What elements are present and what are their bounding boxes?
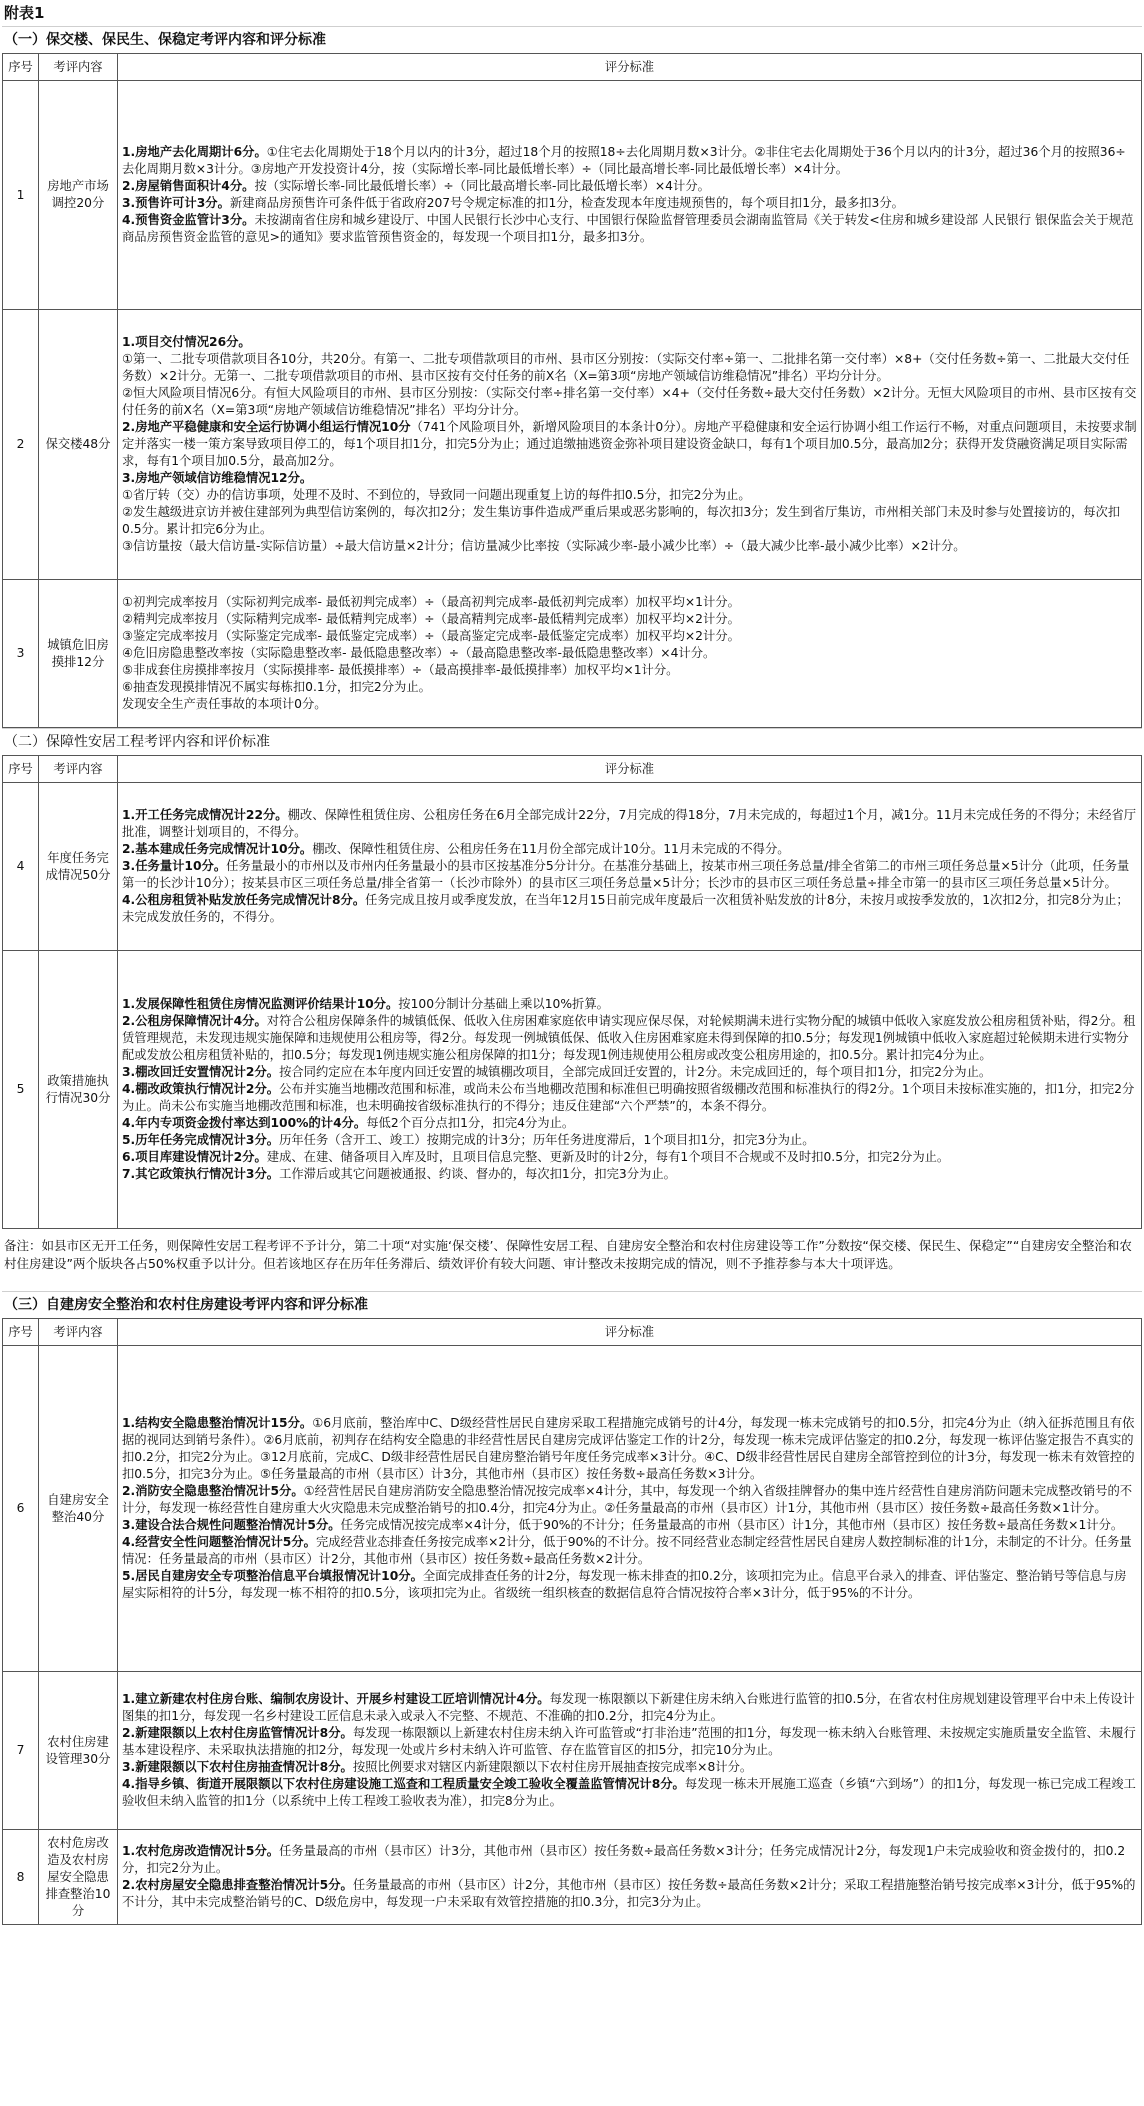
criteria-heading: 4.指导乡镇、街道开展限额以下农村住房建设施工巡查和工程质量安全竣工验收全覆盖监管情况计8分。 <box>122 1777 685 1791</box>
criteria-paragraph <box>122 1725 1137 1759</box>
table-row <box>3 81 1142 310</box>
row-no: 5 <box>3 951 39 1229</box>
criteria-text: 任务完成情况按完成率×4计分，低于90%的不计分；任务量最高的市州（县市区）计1分，其他市州（县市区）按任务数÷最高任务数×1计分。 <box>340 1518 1124 1532</box>
criteria-text: ③鉴定完成率按月（实际鉴定完成率- 最低鉴定完成率）÷（最高鉴定完成率-最低鉴定完成率）加权平均×2计分。 <box>122 629 740 643</box>
criteria-heading: 2.房地产平稳健康和安全运行协调小组运行情况10分 <box>122 420 411 434</box>
criteria-text: 未按湖南省住房和城乡建设厅、中国人民银行长沙中心支行、中国银行保险监督管理委员会湖南监管局《关于转发<住房和城乡建设部 人民银行 银保监会关于规范商品房预售资金监管的意见>的通知》要求监管预售资金的，每发现一个项目扣1分，最多扣3分。 <box>122 213 1134 244</box>
criteria-text: 每发现一栋未开展施工巡查（乡镇“六到场”）的扣1分，每发现一栋已完成工程竣工验收但未纳入监管的扣1分（以系统中上传工程竣工验收表为准），扣完8分为止。 <box>122 1777 1136 1808</box>
attachment-title: 附表1 <box>4 4 45 22</box>
criteria-heading: 1.发展保障性租赁住房情况监测评价结果计10分。 <box>122 997 399 1011</box>
row-criteria <box>118 310 1142 580</box>
header-item: 考评内容 <box>39 756 118 783</box>
table-row <box>3 310 1142 580</box>
criteria-paragraph <box>122 645 1137 662</box>
criteria-heading: 6.项目库建设情况计2分。 <box>122 1150 267 1164</box>
criteria-paragraph <box>122 212 1137 246</box>
criteria-text: 历年任务（含开工、竣工）按期完成的计3分；历年任务进度滞后，1个项目扣1分，扣完3分为止。 <box>279 1133 815 1147</box>
criteria-paragraph <box>122 1759 1137 1776</box>
criteria-text: ⑥抽查发现摸排情况不属实每栋扣0.1分，扣完2分为止。 <box>122 680 431 694</box>
criteria-heading: 2.新建限额以上农村住房监管情况计8分。 <box>122 1726 353 1740</box>
criteria-heading: 3.房地产领域信访维稳情况12分。 <box>122 471 313 485</box>
criteria-text: 每发现一栋限额以下新建住房未纳入台账进行监管的扣0.5分，在省农村住房规划建设管理平台中未上传设计图集的扣1分，每发现一名乡村建设工匠信息未录入或录入不完整、不规范、不准确的扣0.2分，扣完4分为止。 <box>122 1692 1135 1723</box>
criteria-paragraph <box>122 807 1137 841</box>
criteria-paragraph <box>122 594 1137 611</box>
criteria-text: 棚改、保障性租赁住房、公租房任务在6月全部完成计22分，7月完成的得18分，7月未完成的，每超过1个月，减1分。11月未完成任务的不得分；未经省厅批准，调整计划项目的，不得分。 <box>122 808 1137 839</box>
header-no: 序号 <box>3 1319 39 1346</box>
criteria-text: 任务量最高的市州（县市区）计3分，其他市州（县市区）按任务数÷最高任务数×3计分；任务完成情况计2分，每发现1户未完成验收和资金拨付的，扣0.2分，扣完2分为止。 <box>122 1844 1126 1875</box>
row-criteria <box>118 1672 1142 1830</box>
row-no: 3 <box>3 580 39 728</box>
criteria-paragraph <box>122 419 1137 470</box>
criteria-heading: 1.项目交付情况26分。 <box>122 335 251 349</box>
criteria-text: 完成经营业态排查任务按完成率×2计分，低于90%的不计分。按不同经营业态制定经营性居民自建房人数控制标准的计1分，未制定的不计分。任务量情况：任务量最高的市州（县市区）计2分，其他市州（县市区）按任务数÷最高任务数×2计分。 <box>122 1535 1132 1566</box>
header-criteria: 评分标准 <box>118 756 1142 783</box>
criteria-heading: 3.新建限额以下农村住房抽查情况计8分。 <box>122 1760 353 1774</box>
section-table-3 <box>2 1318 1142 1925</box>
criteria-text: 全面完成排查任务的计2分，每发现一栋未排查的扣0.2分，该项扣完为止。信息平台录入的排查、评估鉴定、整治销号等信息与房屋实际相符的计5分，每发现一栋不相符的扣0.5分，该项扣完为止。省级统一组织核查的数据信息符合情况按符合率×3计分，低于95%的不计分。 <box>122 1569 1127 1600</box>
criteria-heading: 5.历年任务完成情况计3分。 <box>122 1133 280 1147</box>
criteria-paragraph <box>122 1081 1137 1115</box>
criteria-text: ③信访量按（最大信访量-实际信访量）÷最大信访量×2计分；信访量减少比率按（实际减少率-最小减少比率）÷（最大减少比率-最小减少比率）×2计分。 <box>122 539 966 553</box>
criteria-paragraph <box>122 996 1137 1013</box>
criteria-paragraph <box>122 662 1137 679</box>
criteria-paragraph <box>122 1568 1137 1602</box>
criteria-heading: 3.任务量计10分。 <box>122 859 227 873</box>
table-row <box>3 1672 1142 1830</box>
criteria-text: 按照比例要求对辖区内新建限额以下农村住房开展抽查按完成率×8计分。 <box>352 1760 753 1774</box>
row-item: 城镇危旧房摸排12分 <box>39 580 118 728</box>
row-item: 农村住房建设管理30分 <box>39 1672 118 1830</box>
criteria-paragraph <box>122 1517 1137 1534</box>
criteria-paragraph <box>122 1132 1137 1149</box>
criteria-paragraph <box>122 696 1137 713</box>
criteria-text: ①6月底前，整治库中C、D级经营性居民自建房采取工程措施完成销号的计4分，每发现一栋未完成销号的扣0.5分，扣完4分为止（纳入征拆范围且有依据的视同达到销号条件）。②6月底前，初判存在结构安全隐患的非经营性居民自建房完成评估鉴定工作的计2分，每发现一栋未完成评估鉴定的扣0.2分，每发现一栋评估鉴定报告不真实的扣0.2分，扣完2分为止。③12月底前，完成C、D级非经营性居民自建房整治销号年度任务完成率×3计分。④C、D级非经营性居民自建房全部管控到位的计3分，每发现一栋未有效管控的扣0.5分，扣完3分为止。⑤任务量最高的市州（县市区）计3分，其他市州（县市区）按任务数÷最高任务数×3计分。 <box>122 1416 1135 1481</box>
criteria-heading: 1.建立新建农村住房台账、编制农房设计、开展乡村建设工匠培训情况计4分。 <box>122 1692 550 1706</box>
section-table-2 <box>2 755 1142 1229</box>
criteria-paragraph <box>122 504 1137 538</box>
criteria-text: 按100分制计分基础上乘以10%折算。 <box>398 997 609 1011</box>
criteria-paragraph <box>122 1843 1137 1877</box>
header-criteria: 评分标准 <box>118 54 1142 81</box>
header-no: 序号 <box>3 54 39 81</box>
table-row <box>3 1346 1142 1672</box>
row-criteria <box>118 580 1142 728</box>
criteria-paragraph <box>122 892 1137 926</box>
criteria-heading: 2.房屋销售面积计4分。 <box>122 179 255 193</box>
criteria-heading: 3.棚改回迁安置情况计2分。 <box>122 1065 280 1079</box>
row-criteria <box>118 81 1142 310</box>
criteria-paragraph <box>122 1483 1137 1517</box>
criteria-heading: 3.预售许可计3分。 <box>122 196 230 210</box>
criteria-text: 任务量最高的市州（县市区）计2分，其他市州（县市区）按任务数÷最高任务数×2计分；采取工程措施整治销号按完成率×3计分，低于95%的不计分，其中未完成整治销号的C、D级危房中，每发现一户未采取有效管控措施的扣0.3分，扣完3分为止。 <box>122 1878 1136 1909</box>
row-no: 2 <box>3 310 39 580</box>
criteria-text: 按合同约定应在本年度内回迁安置的城镇棚改项目，全部完成回迁安置的，计2分。未完成回迁的，每个项目扣1分，扣完2分为止。 <box>279 1065 992 1079</box>
criteria-paragraph <box>122 858 1137 892</box>
criteria-heading: 4.棚改政策执行情况计2分。 <box>122 1082 280 1096</box>
section-table-1 <box>2 53 1142 728</box>
table-row <box>3 783 1142 951</box>
criteria-paragraph <box>122 1415 1137 1483</box>
row-criteria <box>118 1830 1142 1925</box>
table-header-row <box>3 54 1142 81</box>
criteria-paragraph <box>122 385 1137 419</box>
criteria-heading: 3.建设合法合规性问题整治情况计5分。 <box>122 1518 341 1532</box>
section-title-1: （一）保交楼、保民生、保稳定考评内容和评分标准 <box>2 26 1142 53</box>
criteria-heading: 4.年内专项资金拨付率达到100%的计4分。 <box>122 1116 367 1130</box>
row-item: 政策措施执行情况30分 <box>39 951 118 1229</box>
header-item: 考评内容 <box>39 54 118 81</box>
row-criteria <box>118 783 1142 951</box>
row-item: 保交楼48分 <box>39 310 118 580</box>
table-row <box>3 951 1142 1229</box>
row-criteria <box>118 1346 1142 1672</box>
criteria-heading: 7.其它政策执行情况计3分。 <box>122 1167 280 1181</box>
criteria-text: ①经营性居民自建房消防安全隐患整治情况按完成率×4计分，其中，每发现一个纳入省级挂牌督办的集中连片经营性自建房消防问题未完成整改销号的不计分，每发现一栋经营性自建房重大火灾隐患未完成整治销号的扣0.4分，扣完4分为止。②任务量最高的市州（县市区）计1分，其他市州（县市区）按任务数÷最高任务数×1计分。 <box>122 1484 1133 1515</box>
criteria-text: 公布并实施当地棚改范围和标准，或尚未公布当地棚改范围和标准但已明确按照省级棚改范围和标准执行的得2分。1个项目未按标准实施的，扣1分，扣完2分为止。尚未公布实施当地棚改范围和标准，也未明确按省级标准执行的不得分；违反住建部“六个严禁”的，本条不得分。 <box>122 1082 1135 1113</box>
criteria-paragraph <box>122 1776 1137 1810</box>
header-criteria: 评分标准 <box>118 1319 1142 1346</box>
row-no: 1 <box>3 81 39 310</box>
criteria-paragraph <box>122 1013 1137 1064</box>
criteria-paragraph <box>122 841 1137 858</box>
criteria-heading: 2.农村房屋安全隐患排查整治情况计5分。 <box>122 1878 353 1892</box>
criteria-text: 按（实际增长率-同比最低增长率）÷（同比最高增长率-同比最低增长率）×4计分。 <box>254 179 710 193</box>
section-title-3: （三）自建房安全整治和农村住房建设考评内容和评分标准 <box>2 1291 1142 1318</box>
criteria-heading: 2.公租房保障情况计4分。 <box>122 1014 267 1028</box>
criteria-heading: 4.预售资金监管计3分。 <box>122 213 255 227</box>
row-item: 房地产市场调控20分 <box>39 81 118 310</box>
row-criteria <box>118 951 1142 1229</box>
criteria-text: 发现安全生产责任事故的本项计0分。 <box>122 697 327 711</box>
criteria-heading: 4.公租房租赁补贴发放任务完成情况计8分。 <box>122 893 366 907</box>
criteria-paragraph <box>122 1115 1137 1132</box>
row-no: 7 <box>3 1672 39 1830</box>
criteria-heading: 5.居民自建房安全专项整治信息平台填报情况计10分。 <box>122 1569 423 1583</box>
criteria-heading: 2.基本建成任务完成情况计10分。 <box>122 842 313 856</box>
criteria-text: 建成、在建、储备项目入库及时，且项目信息完整、更新及时的计2分，每有1个项目不合规或不及时扣0.5分，扣完2分为止。 <box>266 1150 950 1164</box>
header-no: 序号 <box>3 756 39 783</box>
criteria-paragraph <box>122 195 1137 212</box>
criteria-paragraph <box>122 1534 1137 1568</box>
criteria-text: 工作滞后或其它问题被通报、约谈、督办的，每次扣1分，扣完3分为止。 <box>279 1167 676 1181</box>
criteria-paragraph <box>122 538 1137 555</box>
criteria-paragraph <box>122 679 1137 696</box>
criteria-text: 对符合公租房保障条件的城镇低保、低收入住房困难家庭依申请实现应保尽保，对轮候期满未进行实物分配的城镇中低收入家庭发放公租房租赁补贴，得2分。租赁管理规范，未发现违规实施保障和违规使用公租房等，得2分。每发现一例城镇低保、低收入住房困难家庭未得到保障的扣0.5分；每发现1例城镇中低收入家庭超过轮候期未进行实物分配或发放公租房租赁补贴的，扣0.5分；每发现1例违规实施公租房保障的扣1分；每发现1例违规使用公租房或改变公租房用途的，扣0.5分。累计扣完4分为止。 <box>122 1014 1136 1062</box>
criteria-paragraph <box>122 351 1137 385</box>
header-item: 考评内容 <box>39 1319 118 1346</box>
criteria-text: （741个风险项目外，新增风险项目的本条计0分）。房地产平稳健康和安全运行协调小组工作运行不畅，对重点问题项目，未按要求制定并落实一楼一策方案导致项目停工的，每1个项目扣1分，扣完5分为止；通过追缴抽逃资金弥补项目建设资金缺口，每有1个项目加0.5分，最高加2分；获得开发贷融资满足项目实际需求，每有1个项目加0.5分，最高加2分。 <box>122 420 1137 468</box>
criteria-paragraph <box>122 334 1137 351</box>
criteria-paragraph <box>122 470 1137 487</box>
note-text: 备注：如县市区无开工任务，则保障性安居工程考评不予计分，第二十项“对实施‘保交楼’、保障性安居工程、自建房安全整治和农村住房建设等工作”分数按“保交楼、保民生、保稳定”“自建房安全整治和农村住房建设”两个版块各占50%权重予以计分。但若该地区存在历年任务滞后、绩效评价有较大问题、审计整改未按期完成的情况，则不予推荐参与本大十项评选。 <box>4 1238 1132 1271</box>
criteria-text: 任务完成且按月或季度发放，在当年12月15日前完成年度最后一次租赁补贴发放的计8分，未按月或按季发放的，1次扣2分，扣完8分为止；未完成发放任务的，不得分。 <box>122 893 1129 924</box>
criteria-text: 每发现一栋限额以上新建农村住房未纳入许可监管或“打非治违”范围的扣1分，每发现一栋未纳入台账管理、未按规定实施质量安全监管、未履行基本建设程序、未采取执法措施的扣2分，每发现一处或片乡村未纳入许可监管、存在监管盲区的扣5分，扣完10分为止。 <box>122 1726 1136 1757</box>
criteria-paragraph <box>122 1149 1137 1166</box>
row-no: 8 <box>3 1830 39 1925</box>
criteria-paragraph <box>122 1691 1137 1725</box>
criteria-paragraph <box>122 1064 1137 1081</box>
row-no: 6 <box>3 1346 39 1672</box>
row-item: 农村危房改造及农村房屋安全隐患排查整治10分 <box>39 1830 118 1925</box>
criteria-paragraph <box>122 1877 1137 1911</box>
table-row <box>3 1830 1142 1925</box>
criteria-text: ①住宅去化周期处于18个月以内的计3分，超过18个月的按照18÷去化周期月数×3计分。②非住宅去化周期处于36个月以内的计3分，超过36个月的按照36÷去化周期月数×3计分。③房地产开发投资计4分，按（实际增长率-同比最低增长率）÷（同比最高增长率-同比最低增长率）×4计分。 <box>122 145 1126 176</box>
row-item: 年度任务完成情况50分 <box>39 783 118 951</box>
criteria-paragraph <box>122 144 1137 178</box>
table-header-row <box>3 756 1142 783</box>
criteria-paragraph <box>122 628 1137 645</box>
table-row <box>3 580 1142 728</box>
criteria-paragraph <box>122 1166 1137 1183</box>
criteria-heading: 1.结构安全隐患整治情况计15分。 <box>122 1416 313 1430</box>
criteria-text: 新建商品房预售许可条件低于省政府207号令规定标准的扣1分，检查发现本年度违规预售的，每个项目扣1分，最多扣3分。 <box>229 196 904 210</box>
table-header-row <box>3 1319 1142 1346</box>
criteria-text: ①第一、二批专项借款项目各10分，共20分。有第一、二批专项借款项目的市州、县市区分别按：（实际交付率÷第一、二批排名第一交付率）×8+（交付任务数÷第一、二批最大交付任务数）×2计分。无第一、二批专项借款项目的市州、县市区按有交付任务的前X名（X=第3项“房地产领域信访维稳情况”排名）平均分计分。 <box>122 352 1130 383</box>
criteria-paragraph <box>122 487 1137 504</box>
criteria-text: ①省厅转（交）办的信访事项，处理不及时、不到位的，导致同一问题出现重复上访的每件扣0.5分，扣完2分为止。 <box>122 488 751 502</box>
criteria-heading: 1.开工任务完成情况计22分。 <box>122 808 288 822</box>
criteria-paragraph <box>122 178 1137 195</box>
criteria-paragraph <box>122 611 1137 628</box>
criteria-text: ②发生越级进京访并被住建部列为典型信访案例的，每次扣2分；发生集访事件造成严重后果或恶劣影响的，每次扣3分；发生到省厅集访，市州相关部门未及时参与处置接访的，每次扣0.5分。累计扣完6分为止。 <box>122 505 1121 536</box>
criteria-heading: 1.农村危房改造情况计5分。 <box>122 1844 280 1858</box>
row-no: 4 <box>3 783 39 951</box>
criteria-heading: 4.经营安全性问题整治情况计5分。 <box>122 1535 316 1549</box>
criteria-text: ④危旧房隐患整改率按（实际隐患整改率- 最低隐患整改率）÷（最高隐患整改率-最低隐患整改率）×4计分。 <box>122 646 716 660</box>
criteria-text: 棚改、保障性租赁住房、公租房任务在11月份全部完成计10分。11月未完成的不得分。 <box>312 842 790 856</box>
criteria-text: ①初判完成率按月（实际初判完成率- 最低初判完成率）÷（最高初判完成率-最低初判完成率）加权平均×1计分。 <box>122 595 740 609</box>
section-title-2: （二）保障性安居工程考评内容和评价标准 <box>2 728 1142 755</box>
criteria-text: 每低2个百分点扣1分，扣完4分为止。 <box>366 1116 575 1130</box>
criteria-text: ⑤非成套住房摸排率按月（实际摸排率- 最低摸排率）÷（最高摸排率-最低摸排率）加权平均×1计分。 <box>122 663 679 677</box>
row-item: 自建房安全整治40分 <box>39 1346 118 1672</box>
criteria-text: 任务量最小的市州以及市州内任务量最小的县市区按基准分5分计分。在基准分基础上，按某市州三项任务总量/排全省第二的市州三项任务总量×5计分（此项，任务量第一的长沙计10分）；按某县市区三项任务总量/排全省第一（长沙市除外）的县市区三项任务总量×5计分；长沙市的县市区三项任务总量÷排全市第一的县市区三项任务总量×5计分。 <box>122 859 1130 890</box>
criteria-heading: 2.消防安全隐患整治情况计5分。 <box>122 1484 304 1498</box>
criteria-text: ②恒大风险项目情况6分。有恒大风险项目的市州、县市区分别按：（实际交付率÷排名第一交付率）×4+（交付任务数÷最大交付任务数）×2计分。无恒大风险项目的市州、县市区按有交付任务的前X名（X=第3项“房地产领域信访维稳情况”排名）平均分计分。 <box>122 386 1137 417</box>
criteria-text: ②精判完成率按月（实际精判完成率- 最低精判完成率）÷（最高精判完成率-最低精判完成率）加权平均×2计分。 <box>122 612 740 626</box>
criteria-heading: 1.房地产去化周期计6分。 <box>122 145 267 159</box>
